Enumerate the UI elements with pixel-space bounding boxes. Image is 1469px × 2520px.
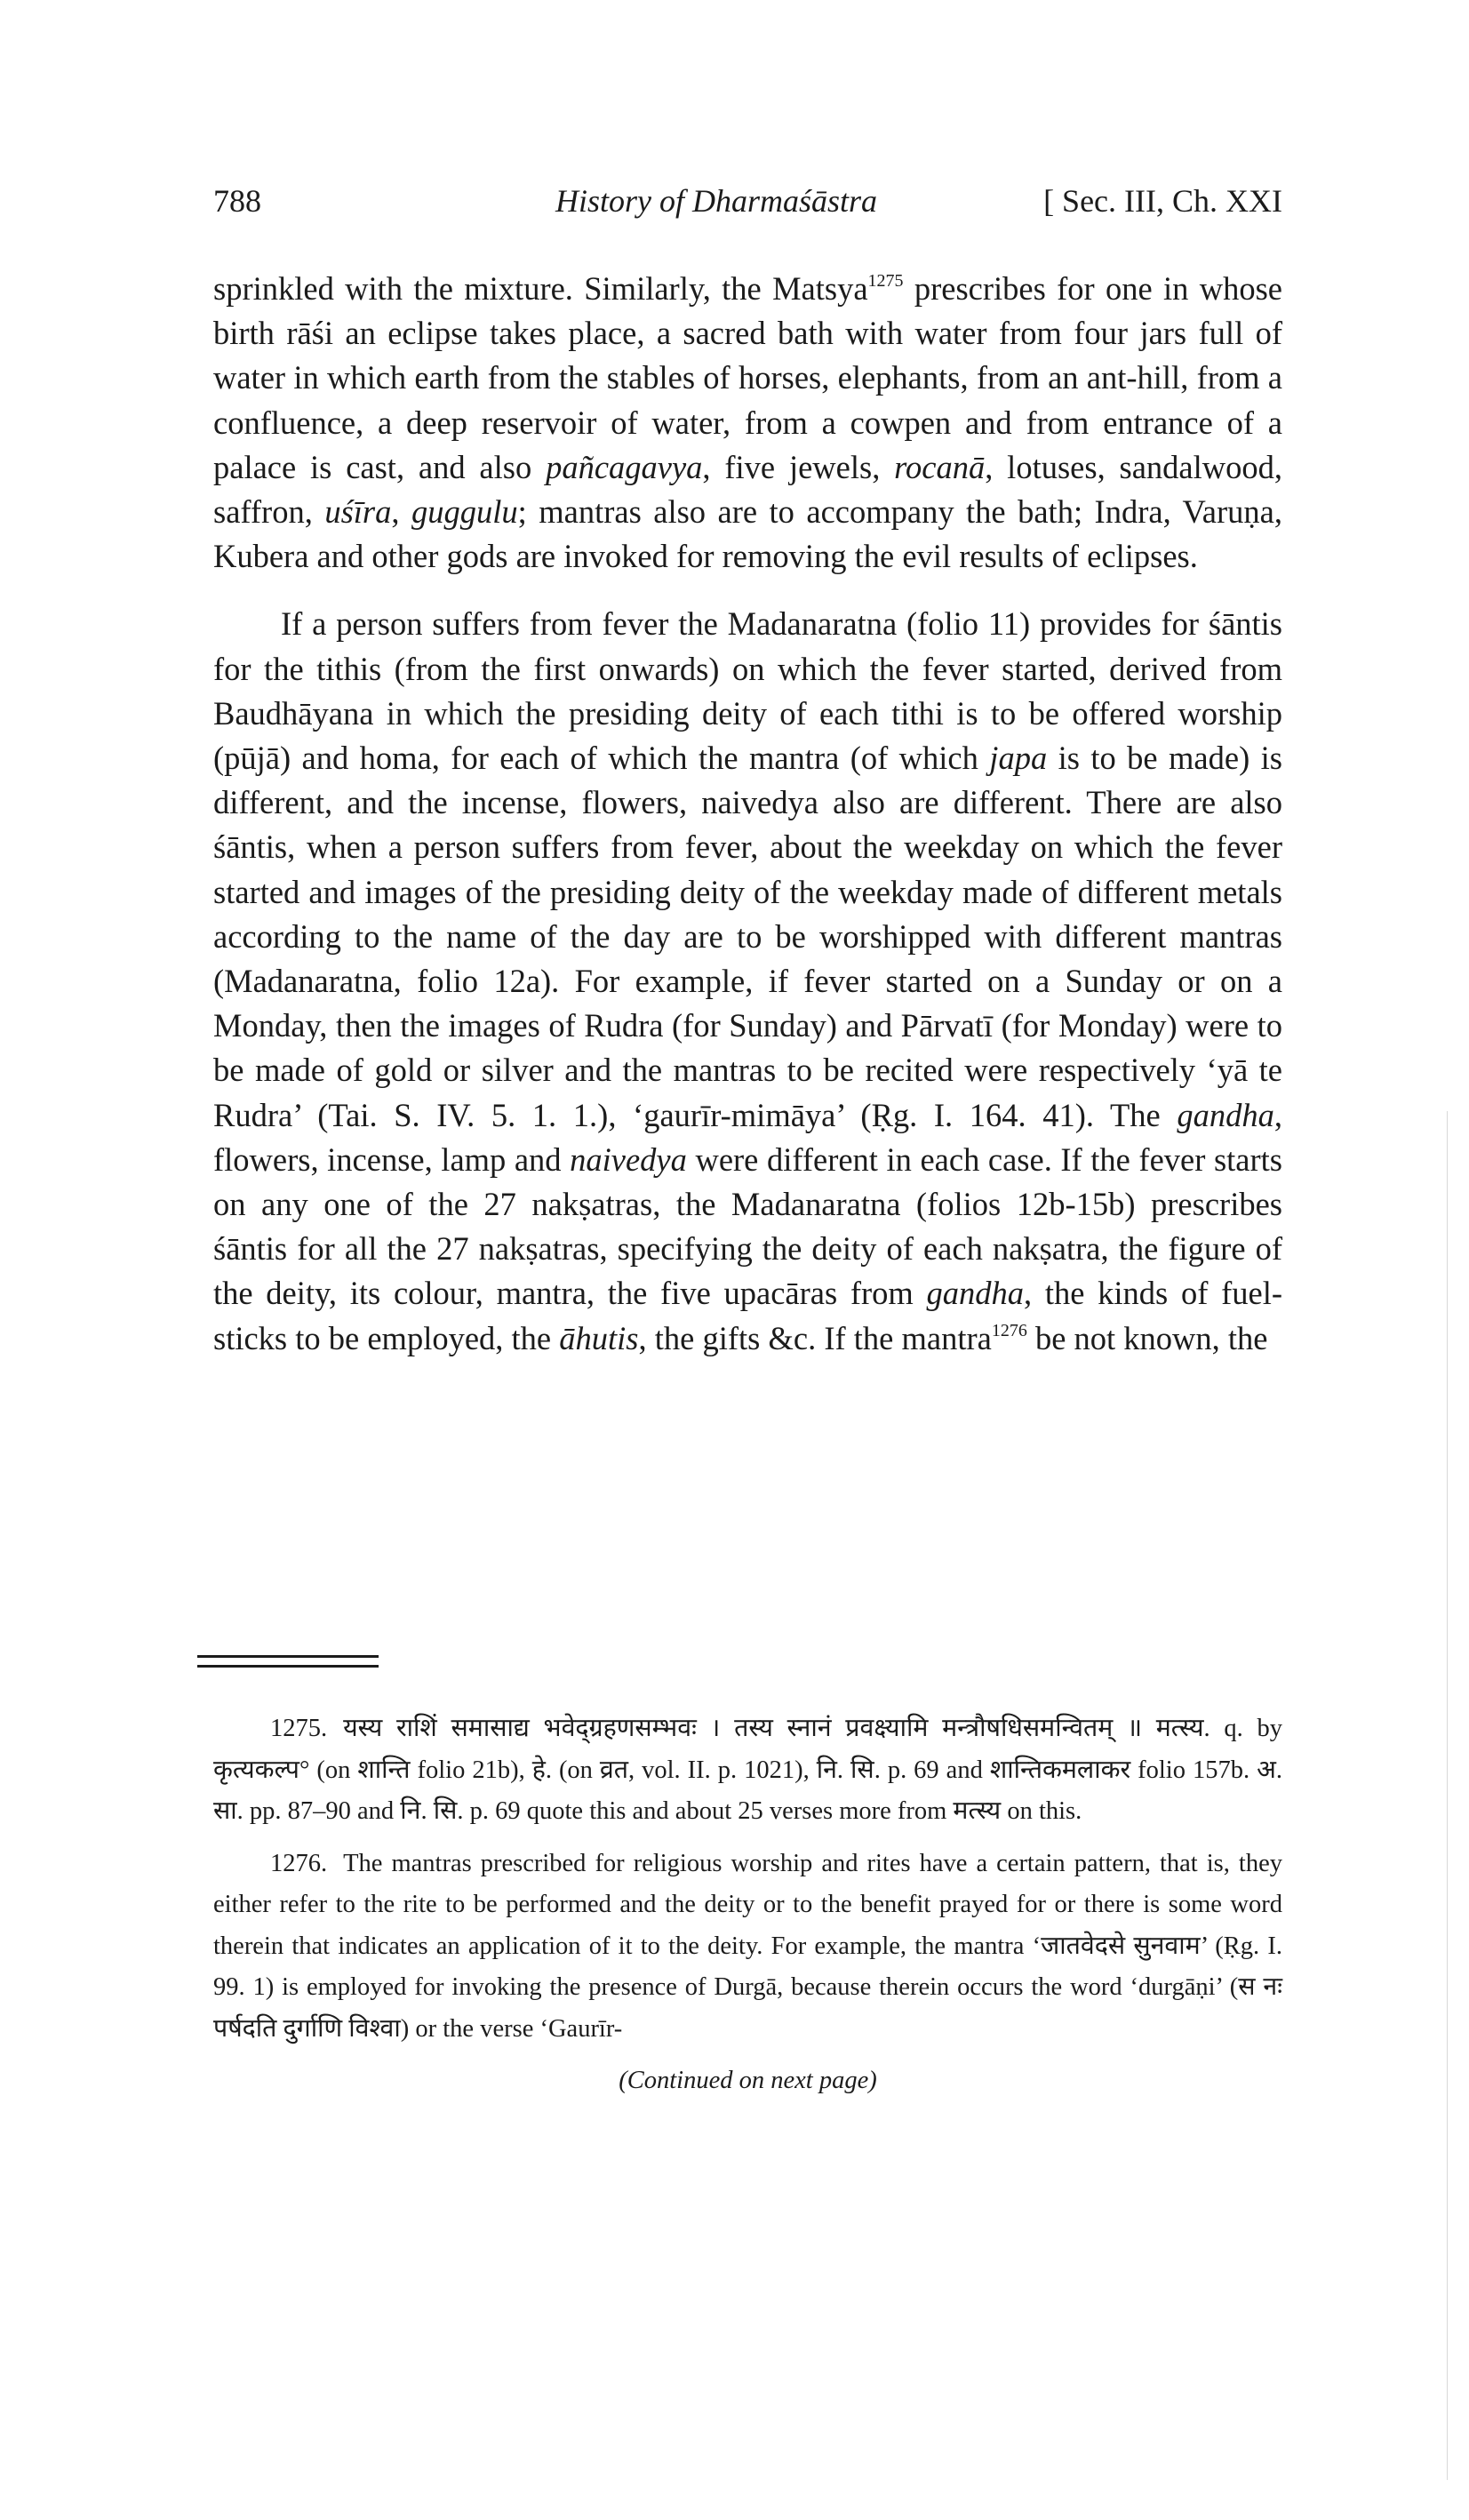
footnote-rule — [197, 1665, 379, 1668]
running-title: History of Dharmaśāstra — [555, 183, 878, 219]
footnote-marker: 1276 — [991, 1320, 1027, 1340]
page-edge-line — [1447, 1111, 1448, 2480]
footnote-text: The mantras prescribed for religious worship and rites have a certain pattern, that is, they either refer to the rite to be performed and the deity or to the benefit prayed for or there is some word therein that indicates an application of it to the deity. For example, the mantra ‘जातवेदसे सुनवाम’ (Ṛg. I. 99. 1) is employed for invoking the presence of Durgā, because therein occurs the word ‘durgāṇi’ (स नः पर्षदति दुर्गाणि विश्वा) or the verse ‘Gaurīr- — [213, 1849, 1282, 2043]
footnote-1276 — [213, 1844, 1282, 2051]
paragraph: If a person suffers from fever the Madanaratna (folio 11) provides for śāntis for the tithis (from the first onwards) on which the fever started, derived from Baudhāyana in which the presiding deity of each tithi is to be offered worship (pūjā) and homa, for each of which the mantra (of which japa is to be made) is different, and the incense, flowers, naivedya also are different. There are also śāntis, when a person suffers from fever, about the weekday on which the fever started and images of the presiding deity of the weekday made of different metals according to the name of the day are to be worshipped with different mantras (Madanaratna, folio 12a). For example, if fever started on a Sunday or on a Monday, then the images of Rudra (for Sunday) and Pārvatī (for Monday) were to be made of gold or silver and the mantras to be recited were respectively ‘yā te Rudra’ (Tai. S. IV. 5. 1. 1.), ‘gaurīr-mimāya’ (Ṛg. I. 164. 41). The gandha, flowers, incense, lamp and naivedya were different in each case. If the fever starts on any one of the 27 nakṣatras, the Madanaratna (folios 12b-15b) prescribes śāntis for all the 27 nakṣatras, specifying the deity of each nakṣatra, the figure of the deity, its colour, mantra, the five upacāras from gandha, the kinds of fuel-sticks to be employed, the āhutis, the gifts &c. If the mantra$^{1276}$ be not known, the — [213, 605, 1283, 1356]
footnote-number: 1275. — [270, 1715, 328, 1742]
footnote-rule — [197, 1655, 379, 1658]
paragraph: sprinkled with the mixture. Similarly, the Matsya$^{1275}$ prescribes for one in whose birth rāśi an eclipse takes place, a sacred bath with water from four jars full of water in which earth from the stables of horses, elephants, from an ant-hill, from a confluence, a deep reservoir of water, from a cowpen and from entrance of a palace is cast, and also pañcagavya, five jewels, rocanā, lotuses, sandalwood, saffron, uśīra, guggulu; mantras also are to accompany the bath; Indra, Varuṇa, Kubera and other gods are invoked for removing the evil results of eclipses. — [213, 270, 1282, 575]
footnote-text: यस्य राशिं समासाद्य भवेद्ग्रहणसम्भवः । तस्य स्नानं प्रवक्ष्यामि मन्त्रौषधिसमन्वितम् ॥ मत्स्य. q. by कृत्यकल्प° (on शान्ति folio 21b), हे. (on व्रत, vol. II. p. 1021), नि. सि. p. 69 and शान्तिकमलाकर folio 157b. अ. सा. pp. 87–90 and नि. सि. p. 69 quote this and about 25 verses more from मत्स्य on this. — [213, 1715, 1282, 1825]
section-reference: [ Sec. III, Ch. XXI — [1043, 183, 1282, 219]
running-head — [213, 182, 1282, 236]
footnote-number: 1276. — [270, 1849, 328, 1877]
footnotes — [213, 1708, 1282, 2102]
footnote-marker: 1275 — [867, 271, 904, 291]
footnote-1275 — [213, 1708, 1282, 1833]
continued-note: (Continued on next page) — [619, 2067, 877, 2094]
page-number: 788 — [213, 183, 261, 219]
main-text — [213, 267, 1282, 1361]
